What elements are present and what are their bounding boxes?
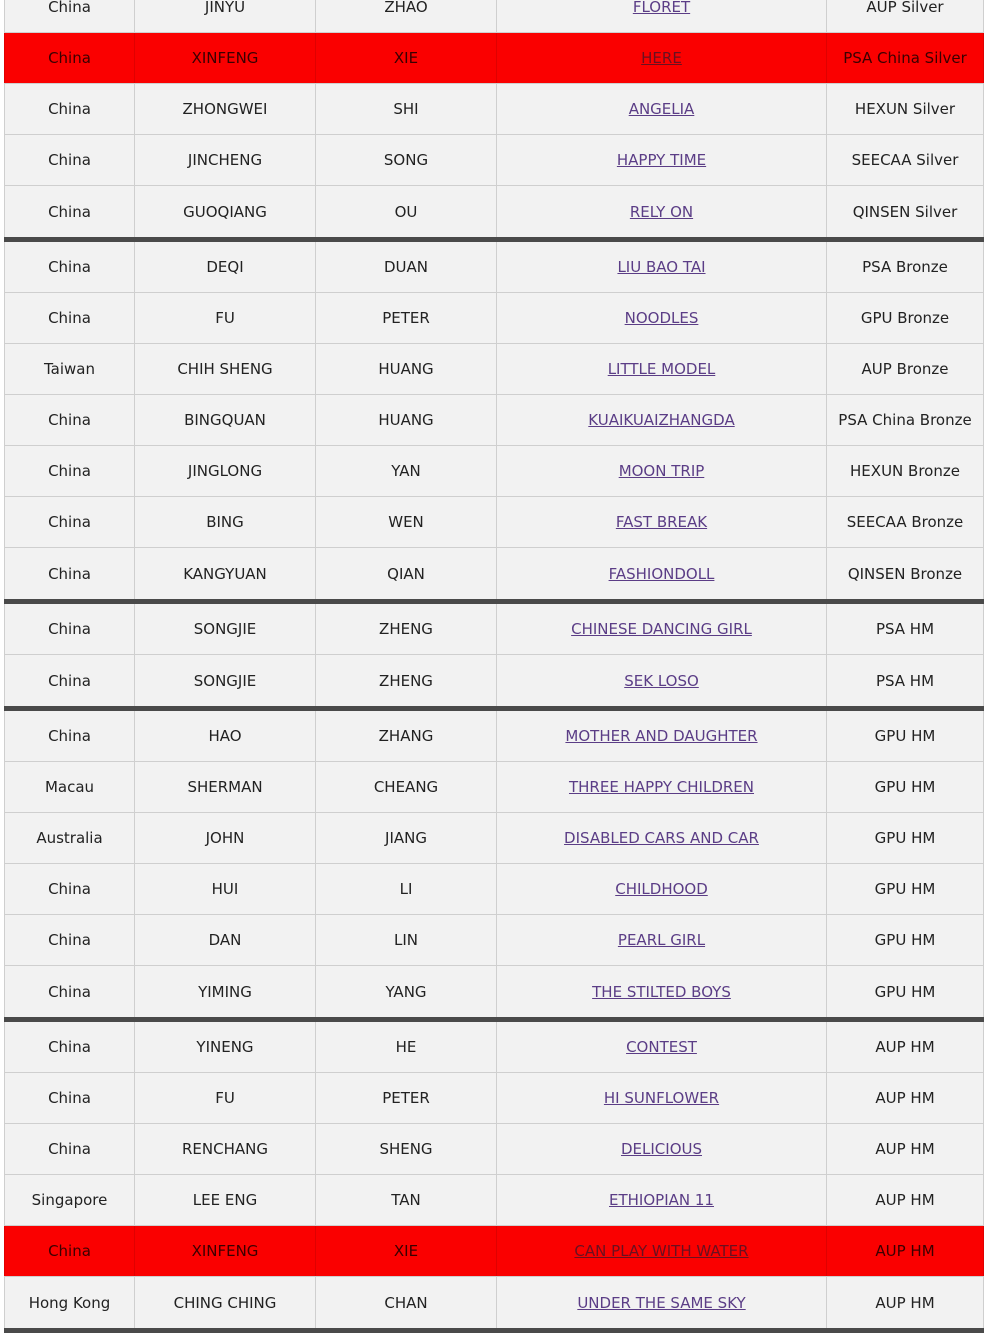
photo-title-cell bbox=[497, 186, 827, 237]
country-cell: China bbox=[4, 186, 135, 237]
photo-title-cell bbox=[497, 1124, 827, 1174]
table-row bbox=[4, 813, 984, 864]
award-cell: AUP HM bbox=[827, 1277, 984, 1328]
first-name-cell: FU bbox=[135, 1073, 316, 1123]
country-cell: China bbox=[4, 84, 135, 134]
photo-title-link[interactable]: THREE HAPPY CHILDREN bbox=[568, 778, 755, 796]
award-cell: PSA Bronze bbox=[827, 242, 984, 292]
photo-title-link[interactable]: FAST BREAK bbox=[615, 513, 708, 531]
photo-title-link[interactable]: CAN PLAY WITH WATER bbox=[574, 1242, 749, 1260]
last-name-cell: LIN bbox=[316, 915, 497, 965]
first-name-cell: YINENG bbox=[135, 1022, 316, 1072]
results-table bbox=[4, 0, 984, 1333]
first-name-cell: GUOQIANG bbox=[135, 186, 316, 237]
photo-title-link[interactable]: HERE bbox=[641, 49, 682, 67]
country-cell: China bbox=[4, 135, 135, 185]
last-name-cell: OU bbox=[316, 186, 497, 237]
first-name-cell: XINFENG bbox=[135, 1226, 316, 1276]
country-cell: China bbox=[4, 1073, 135, 1123]
last-name-cell: SONG bbox=[316, 135, 497, 185]
photo-title-link[interactable]: UNDER THE SAME SKY bbox=[577, 1293, 746, 1312]
last-name-cell: DUAN bbox=[316, 242, 497, 292]
last-name-cell: SHI bbox=[316, 84, 497, 134]
first-name-cell: DEQI bbox=[135, 242, 316, 292]
award-cell: AUP Silver bbox=[827, 0, 984, 32]
country-cell: China bbox=[4, 242, 135, 292]
first-name-cell: BINGQUAN bbox=[135, 395, 316, 445]
award-cell: HEXUN Silver bbox=[827, 84, 984, 134]
table-row bbox=[4, 395, 984, 446]
table-row bbox=[4, 497, 984, 548]
last-name-cell: TAN bbox=[316, 1175, 497, 1225]
last-name-cell: JIANG bbox=[316, 813, 497, 863]
last-name-cell: HE bbox=[316, 1022, 497, 1072]
photo-title-link[interactable]: KUAIKUAIZHANGDA bbox=[588, 411, 735, 429]
award-cell: AUP Bronze bbox=[827, 344, 984, 394]
photo-title-cell bbox=[497, 242, 827, 292]
country-cell: China bbox=[4, 446, 135, 496]
last-name-cell: ZHENG bbox=[316, 604, 497, 654]
table-row bbox=[4, 966, 984, 1022]
first-name-cell: LEE ENG bbox=[135, 1175, 316, 1225]
photo-title-cell bbox=[497, 762, 827, 812]
table-row bbox=[4, 344, 984, 395]
photo-title-cell bbox=[497, 1073, 827, 1123]
country-cell: China bbox=[4, 33, 135, 83]
country-cell: Australia bbox=[4, 813, 135, 863]
photo-title-link[interactable]: DELICIOUS bbox=[620, 1140, 702, 1158]
photo-title-cell bbox=[497, 0, 827, 32]
award-cell: GPU HM bbox=[827, 864, 984, 914]
table-row-highlighted bbox=[4, 33, 984, 84]
table-row bbox=[4, 1124, 984, 1175]
photo-title-link[interactable]: LITTLE MODEL bbox=[607, 360, 716, 378]
last-name-cell: ZHENG bbox=[316, 655, 497, 706]
last-name-cell: HUANG bbox=[316, 395, 497, 445]
photo-title-link[interactable]: CHILDHOOD bbox=[615, 880, 708, 898]
photo-title-cell bbox=[497, 864, 827, 914]
first-name-cell: DAN bbox=[135, 915, 316, 965]
first-name-cell: SONGJIE bbox=[135, 604, 316, 654]
photo-title-link[interactable]: SEK LOSO bbox=[624, 671, 699, 690]
award-cell: AUP HM bbox=[827, 1175, 984, 1225]
table-row bbox=[4, 711, 984, 762]
award-cell: SEECAA Silver bbox=[827, 135, 984, 185]
first-name-cell: FU bbox=[135, 293, 316, 343]
country-cell: Macau bbox=[4, 762, 135, 812]
photo-title-cell bbox=[497, 1277, 827, 1328]
photo-title-link[interactable]: RELY ON bbox=[629, 202, 694, 221]
award-cell: GPU HM bbox=[827, 711, 984, 761]
photo-title-cell bbox=[497, 1226, 827, 1276]
last-name-cell: LI bbox=[316, 864, 497, 914]
table-row bbox=[4, 186, 984, 242]
award-cell: QINSEN Bronze bbox=[827, 548, 984, 599]
photo-title-cell bbox=[497, 813, 827, 863]
country-cell: Singapore bbox=[4, 1175, 135, 1225]
photo-title-cell bbox=[497, 966, 827, 1017]
first-name-cell: SHERMAN bbox=[135, 762, 316, 812]
award-cell: AUP HM bbox=[827, 1226, 984, 1276]
first-name-cell: CHING CHING bbox=[135, 1277, 316, 1328]
photo-title-cell bbox=[497, 915, 827, 965]
country-cell: China bbox=[4, 711, 135, 761]
country-cell: Taiwan bbox=[4, 344, 135, 394]
country-cell: China bbox=[4, 1124, 135, 1174]
first-name-cell: JOHN bbox=[135, 813, 316, 863]
country-cell: China bbox=[4, 548, 135, 599]
country-cell: China bbox=[4, 1022, 135, 1072]
photo-title-cell bbox=[497, 33, 827, 83]
first-name-cell: HUI bbox=[135, 864, 316, 914]
last-name-cell: CHEANG bbox=[316, 762, 497, 812]
table-row bbox=[4, 0, 984, 33]
award-cell: GPU HM bbox=[827, 813, 984, 863]
first-name-cell: SONGJIE bbox=[135, 655, 316, 706]
photo-title-link[interactable]: THE STILTED BOYS bbox=[592, 982, 731, 1001]
award-cell: GPU HM bbox=[827, 915, 984, 965]
last-name-cell: PETER bbox=[316, 1073, 497, 1123]
first-name-cell: KANGYUAN bbox=[135, 548, 316, 599]
table-row bbox=[4, 915, 984, 966]
photo-title-cell bbox=[497, 604, 827, 654]
first-name-cell: XINFENG bbox=[135, 33, 316, 83]
first-name-cell: JINGLONG bbox=[135, 446, 316, 496]
first-name-cell: JINYU bbox=[135, 0, 316, 32]
first-name-cell: ZHONGWEI bbox=[135, 84, 316, 134]
table-row bbox=[4, 864, 984, 915]
first-name-cell: YIMING bbox=[135, 966, 316, 1017]
country-cell: China bbox=[4, 966, 135, 1017]
award-cell: AUP HM bbox=[827, 1022, 984, 1072]
country-cell: China bbox=[4, 655, 135, 706]
country-cell: China bbox=[4, 293, 135, 343]
award-cell: HEXUN Bronze bbox=[827, 446, 984, 496]
table-row bbox=[4, 135, 984, 186]
table-row bbox=[4, 293, 984, 344]
photo-title-cell bbox=[497, 711, 827, 761]
photo-title-cell bbox=[497, 655, 827, 706]
last-name-cell: SHENG bbox=[316, 1124, 497, 1174]
photo-title-link[interactable]: ANGELIA bbox=[628, 100, 695, 118]
photo-title-cell bbox=[497, 446, 827, 496]
country-cell: Hong Kong bbox=[4, 1277, 135, 1328]
table-row bbox=[4, 1277, 984, 1333]
photo-title-link[interactable]: NOODLES bbox=[624, 309, 699, 327]
country-cell: China bbox=[4, 395, 135, 445]
photo-title-cell bbox=[497, 344, 827, 394]
photo-title-link[interactable]: ETHIOPIAN 11 bbox=[609, 1191, 714, 1209]
last-name-cell: YANG bbox=[316, 966, 497, 1017]
last-name-cell: ZHAO bbox=[316, 0, 497, 32]
last-name-cell: XIE bbox=[316, 1226, 497, 1276]
last-name-cell: CHAN bbox=[316, 1277, 497, 1328]
photo-title-link[interactable]: FLORET bbox=[632, 0, 691, 16]
photo-title-cell bbox=[497, 135, 827, 185]
table-row bbox=[4, 548, 984, 604]
photo-title-link[interactable]: FASHIONDOLL bbox=[608, 564, 715, 583]
award-cell: PSA China Silver bbox=[827, 33, 984, 83]
photo-title-link[interactable]: PEARL GIRL bbox=[617, 931, 706, 949]
photo-title-link[interactable]: MOON TRIP bbox=[618, 462, 705, 480]
photo-title-link[interactable]: CHINESE DANCING GIRL bbox=[571, 620, 752, 638]
last-name-cell: HUANG bbox=[316, 344, 497, 394]
country-cell: China bbox=[4, 604, 135, 654]
country-cell: China bbox=[4, 864, 135, 914]
photo-title-link[interactable]: HI SUNFLOWER bbox=[603, 1089, 720, 1107]
photo-title-link[interactable]: MOTHER AND DAUGHTER bbox=[565, 727, 758, 745]
table-row bbox=[4, 762, 984, 813]
last-name-cell: QIAN bbox=[316, 548, 497, 599]
table-row bbox=[4, 84, 984, 135]
photo-title-link[interactable]: HAPPY TIME bbox=[616, 151, 707, 169]
country-cell: China bbox=[4, 915, 135, 965]
award-cell: PSA HM bbox=[827, 655, 984, 706]
photo-title-cell bbox=[497, 84, 827, 134]
table-row bbox=[4, 655, 984, 711]
country-cell: China bbox=[4, 497, 135, 547]
award-cell: SEECAA Bronze bbox=[827, 497, 984, 547]
table-row bbox=[4, 242, 984, 293]
photo-title-cell bbox=[497, 1022, 827, 1072]
photo-title-link[interactable]: LIU BAO TAI bbox=[617, 258, 706, 276]
award-cell: GPU Bronze bbox=[827, 293, 984, 343]
table-row-highlighted bbox=[4, 1226, 984, 1277]
award-cell: QINSEN Silver bbox=[827, 186, 984, 237]
first-name-cell: BING bbox=[135, 497, 316, 547]
first-name-cell: JINCHENG bbox=[135, 135, 316, 185]
table-row bbox=[4, 604, 984, 655]
table-row bbox=[4, 1073, 984, 1124]
last-name-cell: PETER bbox=[316, 293, 497, 343]
award-cell: GPU HM bbox=[827, 966, 984, 1017]
award-cell: GPU HM bbox=[827, 762, 984, 812]
country-cell: China bbox=[4, 0, 135, 32]
photo-title-cell bbox=[497, 548, 827, 599]
last-name-cell: XIE bbox=[316, 33, 497, 83]
photo-title-cell bbox=[497, 395, 827, 445]
photo-title-link[interactable]: CONTEST bbox=[626, 1038, 697, 1056]
first-name-cell: HAO bbox=[135, 711, 316, 761]
last-name-cell: WEN bbox=[316, 497, 497, 547]
first-name-cell: RENCHANG bbox=[135, 1124, 316, 1174]
photo-title-cell bbox=[497, 293, 827, 343]
photo-title-cell bbox=[497, 497, 827, 547]
first-name-cell: CHIH SHENG bbox=[135, 344, 316, 394]
table-row bbox=[4, 1175, 984, 1226]
photo-title-cell bbox=[497, 1175, 827, 1225]
last-name-cell: YAN bbox=[316, 446, 497, 496]
country-cell: China bbox=[4, 1226, 135, 1276]
photo-title-link[interactable]: DISABLED CARS AND CAR bbox=[564, 829, 759, 847]
last-name-cell: ZHANG bbox=[316, 711, 497, 761]
award-cell: AUP HM bbox=[827, 1124, 984, 1174]
award-cell: AUP HM bbox=[827, 1073, 984, 1123]
table-row bbox=[4, 1022, 984, 1073]
table-row bbox=[4, 446, 984, 497]
award-cell: PSA China Bronze bbox=[827, 395, 984, 445]
award-cell: PSA HM bbox=[827, 604, 984, 654]
